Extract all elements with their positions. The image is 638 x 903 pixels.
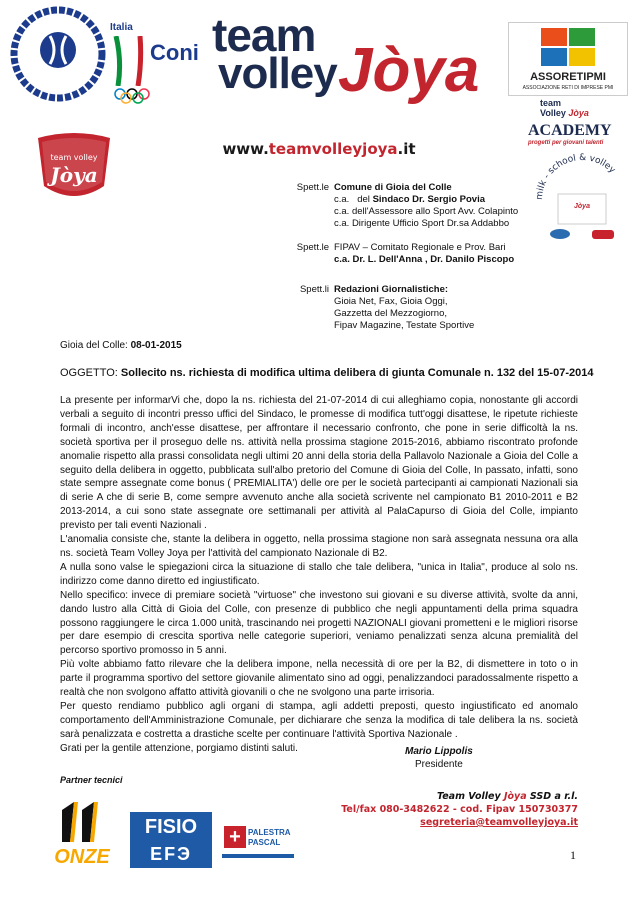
fisio-text: FISIO [144,816,198,838]
onze-logo [44,800,120,872]
assoretipmi-title: ASSORETIPMI [530,71,606,83]
fisio-efe-mark: EFЭ [150,844,192,864]
body-paragraph-1: La presente per informarVi che, dopo la ns. richiesta del 21-07-2014 di cui alleghiamo copia, nonostante gli accordi verbali a seguito di incontri presso uffici del Sindaco, le promesse di modifica tutt'oggi disattese, le ripetute richieste formali di incontro, anch'esse disattese, per affrontare il necessario confronto, che pone in serie difficoltà la ns. società sportiva per il proseguo delle ns. attività nella prossima stagione 2015-2016, abbiamo riscontrato profonde anomalie rispetto alla prassi consolidata negli ultimi 20 anni della storia della Pallavolo Nazionale a Gioia del Colle a seguito della delibera in oggetto, pubblicata sull'albo pretorio del Comune di Gioia del Colle, In passato, infatti, sono state sempre assegnate come bonus ( PREMIALITA') delle ore per le società partecipanti ai campionati Nazionali sia di serie A che di serie B, come sempre avvenuto anche alla società scrivente nel campionato B1 2010-2011 e B2 2013-2014, a cui sono state assegnate ore settimanali per attività al PalaCapurso di Gioia del Colle, impianto previsto per tali eventi Nazionali . [60,395,578,532]
italia-label: Italia [110,22,133,33]
academy-tagline: progetti per giovani talenti [528,140,604,146]
assoretipmi-logo [508,22,628,96]
body-paragraph-2: L'anomalia consiste che, stante la delibera in oggetto, nella prossima stagione non sarà assegnata nessuna ora alla ns. società Team Volley Joya per l'attività del campionato Nazionale di B2. [60,534,578,559]
body-paragraph-3: A nulla sono valse le spiegazioni circa la situazione di stallo che tale delibera, "unica in Italia", produce al solo ns. indirizzo come danno diretto ed ingiustificato. [60,561,578,587]
footer-email-link[interactable]: segreteria@teamvolleyjoya.it [420,817,578,828]
addressee-fipav: Spett.le FIPAV – Comitato Regionale e Prov. Bari c.a. Dr. L. Dell'Anna , Dr. Danilo Piscopo [296,242,515,265]
page-number: 1 [570,848,576,862]
palestra-pascal-text: PALESTRA PASCAL [248,828,291,847]
onze-text: ONZE [54,846,110,868]
team-volley-logo-volley: volley [218,49,337,98]
footer-tel: Tel/fax 080-3482622 - cod. Fipav 150730377 [341,804,578,815]
body-paragraph-6: Per questo rendiamo pubblico agli organi di stampa, agli addetti preposti, questo ingiustificato ed anomalo comportamento dell'Amministrazione Comunale, per dichiarare che senza la modifica di tale delibera la ns. società sarà penalizzata e costretta a drastiche scelte per continuare l'attività Sportiva Nazionale . [60,700,578,740]
puzzle-icon [539,26,597,68]
letter-body [60,394,578,756]
assoretipmi-subtitle: ASSOCIAZIONE RETI DI IMPRESE PMI [522,85,614,91]
svg-text:Jòya: Jòya [50,163,98,187]
team-volley-logo-joya: Jòya [338,36,480,105]
signature-block [405,745,473,771]
body-paragraph-7: Grati per la gentile attenzione, porgiamo distinti saluti. [60,742,298,754]
cross-icon: + [224,826,246,848]
footer-company-info: Team Volley Jòya SSD a r.l. Tel/fax 080-3482622 - cod. Fipav 150730377 segreteria@teamvolleyjoya.it [318,790,578,829]
divider [222,854,294,858]
svg-text:milk - school & volley: milk - school & volley [534,152,617,201]
fisio-logo [130,812,212,868]
addressee-redazioni: Spett.li Redazioni Giornalistiche: Gioia Net, Fax, Gioia Oggi, Gazzetta del Mezzogiorno, Fipav Magazine, Testate Sportive [299,284,475,331]
letter-subject: OGGETTO: Sollecito ns. richiesta di modifica ultima delibera di giunta Comunale n. 132 del 15-07-2014 [60,367,594,379]
signature-name: Mario Lippolis [405,746,473,757]
academy-title: ACADEMY [528,122,612,139]
coni-logo-text: Coni [150,40,199,65]
website-url[interactable]: www.teamvolleyjoya.it [222,140,416,158]
olympic-rings-icon [112,88,162,104]
milk-school-volley-logo [534,150,630,250]
onze-mark-icon [58,800,104,844]
team-volley-logo-team: team [212,9,316,61]
signature-role: Presidente [414,759,463,770]
svg-text:Jòya: Jòya [574,203,590,210]
body-paragraph-4: Nello specifico: invece di premiare società "virtuose" che investono sui giovani e su diverse attività, svolte da anni, dando lustro alla Città di Gioia del Colle, con presenze di pubblico che negli appuntamenti della prima squadra possono raggiungere le circa 1.000 unità, trascinando nei progetti NAZIONALI giovani prometteni e le migliori risorse per dare esempio di crescita sportiva nelle categorie superiori, veniamo penalizzati senza alcuna premialità del percorso sportivo promosso in 5 anni. [60,589,578,657]
svg-text:team volley: team volley [50,153,98,162]
body-paragraph-5: Più volte abbiamo fatto rilevare che la delibera impone, nella necessità di ore per la B2, di dismettere in toto o in parte il programma sportivo del settore giovanile alimentato sino ad oggi, penalizzandoci paradossalmente rispetto a realtà che non svolgono affatto attività giovanili o che ne svolgono una parte irrisoria. [60,659,578,699]
coni-flag-icon [112,36,148,86]
letter-date: Gioia del Colle: 08-01-2015 [60,340,182,351]
partner-label: Partner tecnici [60,775,123,785]
palestra-pascal-logo [222,822,294,870]
fipav-logo [10,6,106,102]
addressee-comune: Spett.le Comune di Gioia del Colle c.a. del Sindaco Dr. Sergio Povia c.a. dell'Assessore allo Sport Avv. Colapinto c.a. Dirigente Ufficio Sport Dr.sa Addabbo [296,182,519,229]
academy-team-volley: team Volley Jòya [540,98,589,118]
